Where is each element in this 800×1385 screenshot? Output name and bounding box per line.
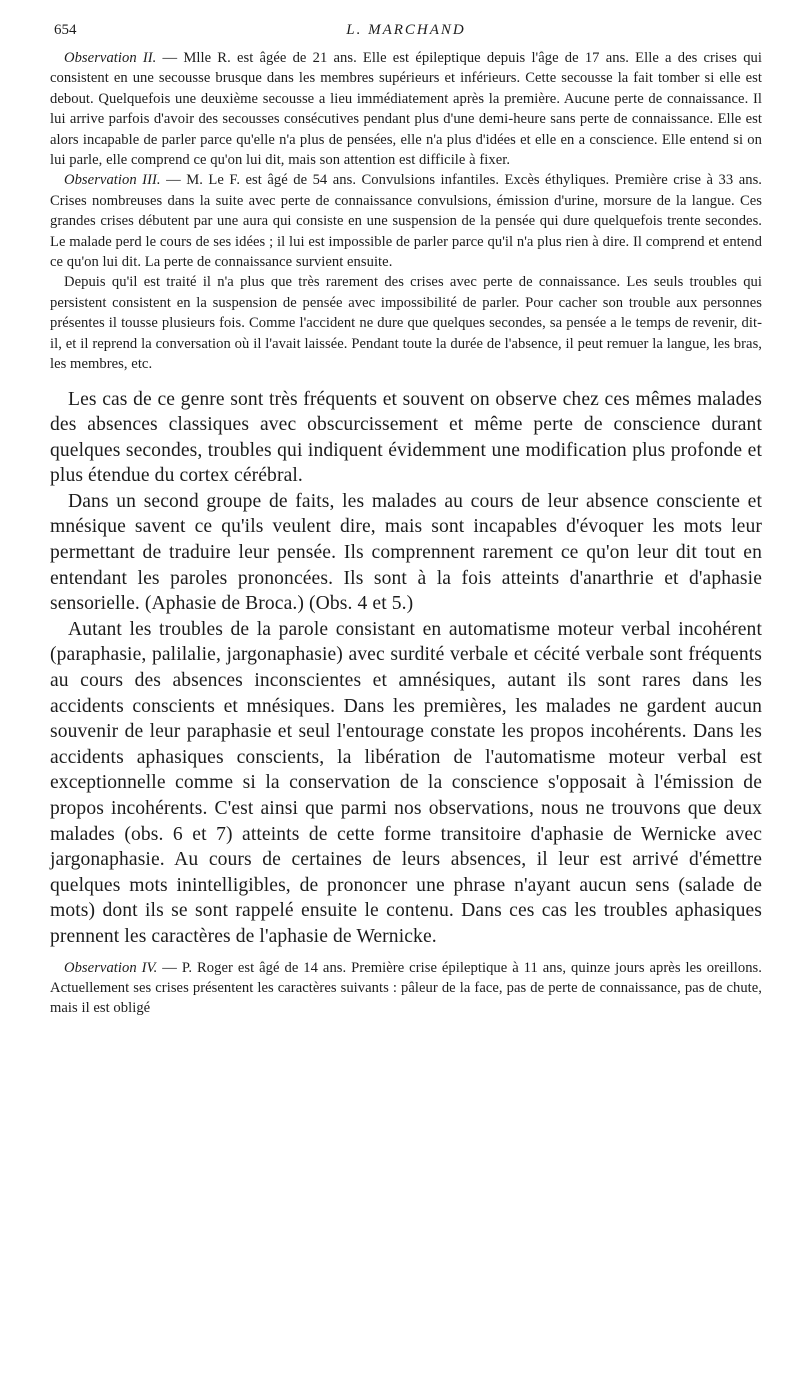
observation-label: Observation III.: [64, 172, 161, 189]
observation-3: [50, 170, 762, 272]
observation-text: — M. Le F. est âgé de 54 ans. Convulsions infantiles. Excès éthyliques. Première crise à 33 ans. Crises nombreuses dans la suite avec perte de connaissance convulsions, émission d'urine, morsure de la langue. Ces grandes crises débutent par une aura qui consiste en une suspension de la pensée qui dure quelquefois trente secondes. Le malade perd le cours de ses idées ; il lui est impossible de parler parce qu'il n'a plus rien à dire. Il comprend et entend ce qu'on lui dit. La perte de connaissance survient ensuite.: [50, 172, 762, 271]
page: [50, 18, 762, 1019]
body-paragraph-2: Dans un second groupe de faits, les malades au cours de leur absence consciente et mnésique savent ce qu'ils veulent dire, mais sont incapables d'évoquer les mots leur permettant de traduire leur pensée. Ils comprennent rarement ce qu'on leur dit tout en entendant les paroles prononcées. Ils sont à la fois atteints d'anarthrie et d'aphasie sensorielle. (Aphasie de Broca.) (Obs. 4 et 5.): [50, 490, 762, 615]
observation-2: [50, 48, 762, 170]
observation-text: — Mlle R. est âgée de 21 ans. Elle est épileptique depuis l'âge de 17 ans. Elle a des crises qui consistent en une secousse brusque dans les membres supérieurs et inférieurs. Cette secousse la fait tomber si elle est debout. Quelquefois une deuxième secousse a lieu immédiatement après la première. Aucune perte de connaissance. Il lui arrive parfois d'avoir des secousses consécutives pendant plus d'une demi-heure sans perte de connaissance. Elle est alors incapable de parler parce qu'elle n'a plus de pensées, elle n'a plus d'idées et elle en a conscience. Elle entend si on lui parle, elle comprend ce qu'on lui dit, mais son attention est difficile à fixer.: [50, 50, 762, 169]
observation-text: — P. Roger est âgé de 14 ans. Première crise épileptique à 11 ans, quinze jours après les oreillons. Actuellement ses crises présentent les caractères suivants : pâleur de la face, pas de perte de connaissance, pas de chute, mais il est obligé: [50, 959, 762, 1017]
running-head: [50, 18, 762, 48]
observation-4: [50, 958, 762, 1019]
body-paragraph-1: Les cas de ce genre sont très fréquents et souvent on observe chez ces mêmes malades des absences classiques avec obscurcissement et même perte de conscience durant quelques secondes, troubles qui indiquent évidemment une modification plus profonde et plus étendue du cortex cérébral.: [50, 388, 762, 487]
observation-3-continued: Depuis qu'il est traité il n'a plus que très rarement des crises avec perte de connaissance. Les seuls troubles qui persistent consistent en la suspension de pensée avec impossibilité de parler. Pour cacher son trouble aux personnes présentes il tousse plusieurs fois. Comme l'accident ne dure que quelques secondes, sa pensée a le temps de revenir, dit-il, et il reprend la conversation où il l'avait laissée. Pendant toute la durée de l'absence, il peut remuer la langue, les bras, les membres, etc.: [50, 274, 762, 373]
page-number: 654: [54, 22, 77, 38]
body-paragraph-3: Autant les troubles de la parole consistant en automatisme moteur verbal incohérent (paraphasie, palilalie, jargonaphasie) avec surdité verbale et cécité verbale sont fréquents au cours des absences inconscientes et amnésiques, autant ils sont rares dans les accidents conscients et mnésiques. Dans les premières, les malades ne gardent aucun souvenir de leur paraphasie et seul l'entourage constate les propos incohérents. Dans les accidents aphasiques conscients, la libération de l'automatisme moteur verbal est exceptionnelle comme si la conservation de la conscience s'opposait à l'émission de propos incohérents. C'est ainsi que parmi nos observations, nous ne trouvons que deux malades (obs. 6 et 7) atteints de cette forme transitoire d'aphasie de Wernicke avec jargonaphasie. Au cours de certaines de leurs absences, il leur est arrivé d'émettre quelques mots inintelligibles, de prononcer une phrase n'ayant aucun sens (salade de mots) dont ils se sont rappelé ensuite le contenu. Dans ces cas les troubles aphasiques prennent les caractères de l'aphasie de Wernicke.: [50, 618, 762, 947]
observation-label: Observation IV.: [64, 959, 158, 976]
running-title: L. MARCHAND: [346, 22, 466, 38]
observation-label: Observation II.: [64, 50, 157, 66]
